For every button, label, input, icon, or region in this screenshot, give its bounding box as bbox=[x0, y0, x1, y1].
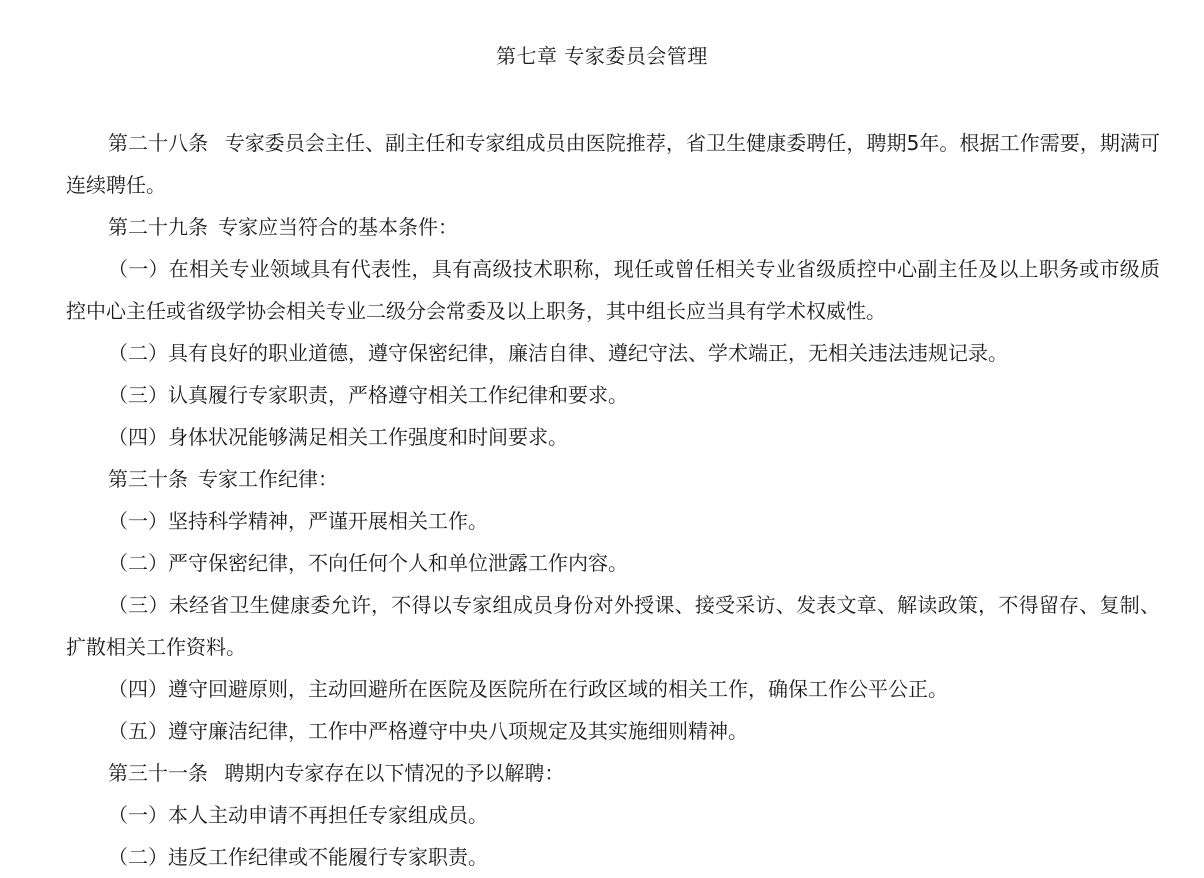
paragraph-text: （一）坚持科学精神，严谨开展相关工作。 bbox=[108, 509, 488, 533]
paragraph-text: （三）认真履行专家职责，严格遵守相关工作纪律和要求。 bbox=[108, 383, 628, 407]
paragraph-item bbox=[66, 584, 1160, 668]
article-number: 第二十八条 bbox=[108, 131, 209, 155]
paragraph-text: （四）身体状况能够满足相关工作强度和时间要求。 bbox=[108, 425, 568, 449]
paragraph-item bbox=[66, 332, 1160, 374]
paragraph-item bbox=[66, 710, 1160, 752]
paragraph-item bbox=[66, 374, 1160, 416]
paragraph-text: （四）遵守回避原则，主动回避所在医院及医院所在行政区域的相关工作，确保工作公平公正。 bbox=[108, 677, 948, 701]
paragraph-text: （三）未经省卫生健康委允许，不得以专家组成员身份对外授课、接受采访、发表文章、解读政策，不得留存、复制、扩散相关工作资料。 bbox=[66, 593, 1160, 659]
paragraph-item bbox=[66, 794, 1160, 836]
chapter-title: 第七章 专家委员会管理 bbox=[496, 44, 708, 68]
paragraph-article-29 bbox=[66, 206, 1160, 248]
paragraph-text: （一）在相关专业领域具有代表性，具有高级技术职称，现任或曾任相关专业省级质控中心副主任及以上职务或市级质控中心主任或省级学协会相关专业二级分会常委及以上职务，其中组长应当具有学术权威性。 bbox=[66, 257, 1160, 323]
paragraph-text: （二）违反工作纪律或不能履行专家职责。 bbox=[108, 845, 488, 869]
paragraph-text: （一）本人主动申请不再担任专家组成员。 bbox=[108, 803, 488, 827]
paragraph-text: 专家委员会主任、副主任和专家组成员由医院推荐，省卫生健康委聘任，聘期5年。根据工作需要，期满可连续聘任。 bbox=[66, 131, 1160, 197]
article-number: 第三十条 bbox=[108, 467, 188, 491]
paragraph-text: 专家应当符合的基本条件： bbox=[218, 215, 458, 239]
paragraph-text: 聘期内专家存在以下情况的予以解聘： bbox=[218, 761, 565, 785]
article-number: 第三十一条 bbox=[108, 761, 208, 785]
paragraph-item bbox=[66, 668, 1160, 710]
paragraph-article-30 bbox=[66, 458, 1160, 500]
document-body bbox=[66, 122, 1160, 878]
paragraph-article-31 bbox=[66, 752, 1160, 794]
article-number: 第二十九条 bbox=[108, 215, 208, 239]
paragraph-item bbox=[66, 542, 1160, 584]
paragraph-item bbox=[66, 416, 1160, 458]
paragraph-article-28 bbox=[66, 122, 1160, 206]
paragraph-text: （五）遵守廉洁纪律，工作中严格遵守中央八项规定及其实施细则精神。 bbox=[108, 719, 748, 743]
paragraph-text: （二）严守保密纪律，不向任何个人和单位泄露工作内容。 bbox=[108, 551, 628, 575]
paragraph-text: （二）具有良好的职业道德，遵守保密纪律，廉洁自律、遵纪守法、学术端正，无相关违法违规记录。 bbox=[108, 341, 1008, 365]
paragraph-item bbox=[66, 500, 1160, 542]
paragraph-item bbox=[66, 248, 1160, 332]
paragraph-text: 专家工作纪律： bbox=[198, 467, 338, 491]
paragraph-item bbox=[66, 836, 1160, 878]
